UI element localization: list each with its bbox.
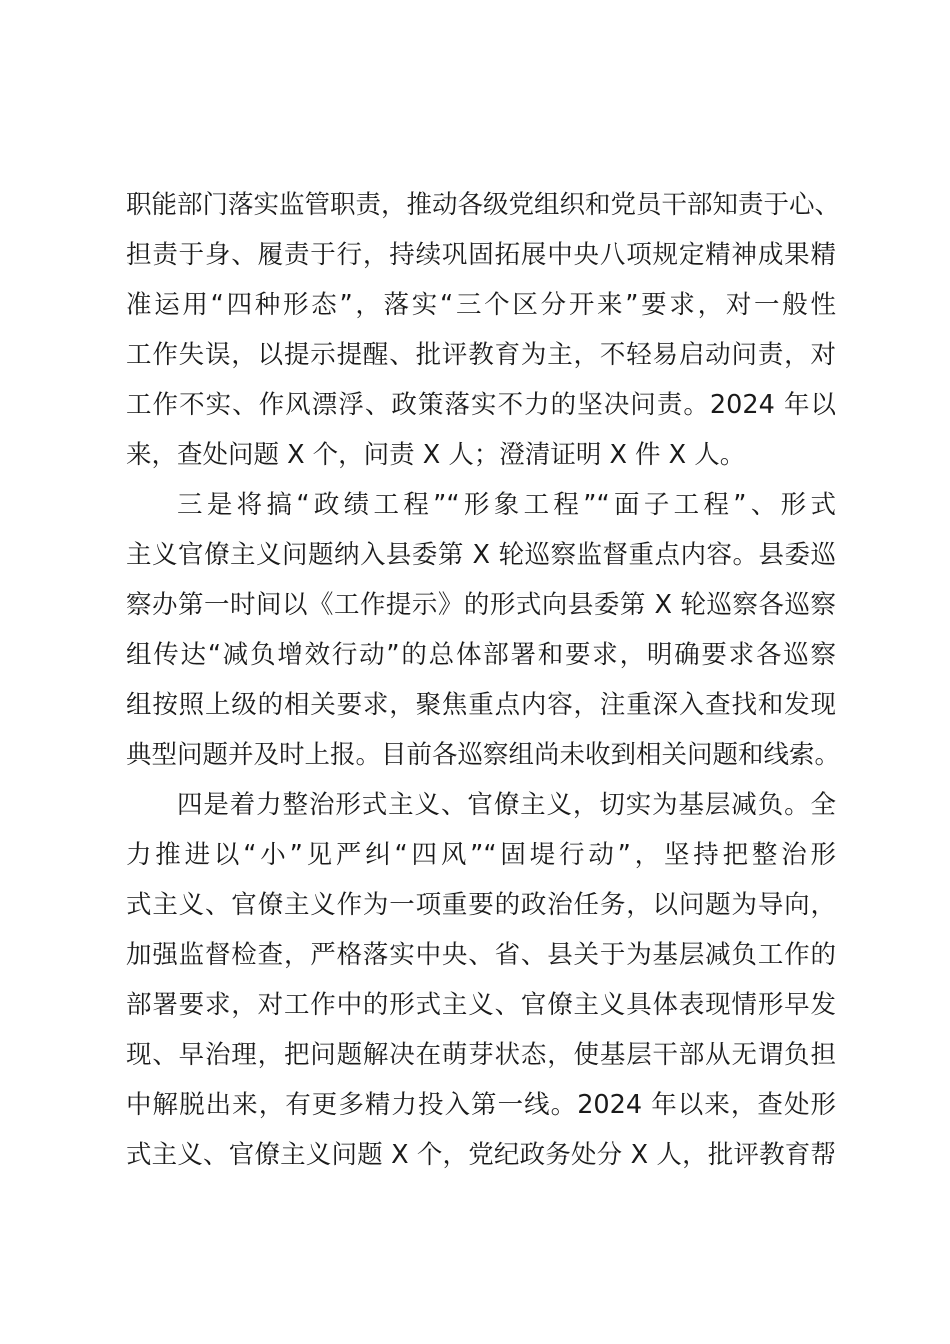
text-line: 三是将搞“政绩工程”“形象工程”“面子工程”、形式 <box>177 490 836 520</box>
text-line: 担责于身、履责于行，持续巩固拓展中央八项规定精神成果精 <box>126 240 836 270</box>
text-line: 工作失误，以提示提醒、批评教育为主，不轻易启动问责，对 <box>126 340 836 370</box>
text-line: 力推进以“小”见严纠“四风”“固堤行动”，坚持把整治形 <box>126 840 836 870</box>
text-line: 四是着力整治形式主义、官僚主义，切实为基层减负。全 <box>177 790 836 820</box>
text-line: 职能部门落实监管职责，推动各级党组织和党员干部知责于心、 <box>126 190 841 220</box>
text-line: 察办第一时间以《工作提示》的形式向县委第 X 轮巡察各巡察 <box>126 590 836 620</box>
text-line: 式主义、官僚主义问题 X 个，党纪政务处分 X 人，批评教育帮 <box>126 1140 836 1170</box>
text-line: 工作不实、作风漂浮、政策落实不力的坚决问责。2024 年以 <box>126 390 836 420</box>
text-line: 式主义、官僚主义作为一项重要的政治任务，以问题为导向， <box>126 890 836 920</box>
text-line: 典型问题并及时上报。目前各巡察组尚未收到相关问题和线索。 <box>126 740 841 770</box>
text-line: 加强监督检查，严格落实中央、省、县关于为基层减负工作的 <box>126 940 836 970</box>
text-line: 现、早治理，把问题解决在萌芽状态，使基层干部从无谓负担 <box>126 1040 836 1070</box>
text-line: 组按照上级的相关要求，聚焦重点内容，注重深入查找和发现 <box>126 690 836 720</box>
text-line: 组传达“减负增效行动”的总体部署和要求，明确要求各巡察 <box>126 640 836 670</box>
text-line: 部署要求，对工作中的形式主义、官僚主义具体表现情形早发 <box>126 990 836 1020</box>
text-line: 中解脱出来，有更多精力投入第一线。2024 年以来，查处形 <box>126 1090 836 1120</box>
text-line: 来，查处问题 X 个，问责 X 人；澄清证明 X 件 X 人。 <box>126 440 746 470</box>
body-text <box>126 180 841 1180</box>
text-line: 主义官僚主义问题纳入县委第 X 轮巡察监督重点内容。县委巡 <box>126 540 836 570</box>
text-line: 准运用“四种形态”，落实“三个区分开来”要求，对一般性 <box>126 290 836 320</box>
